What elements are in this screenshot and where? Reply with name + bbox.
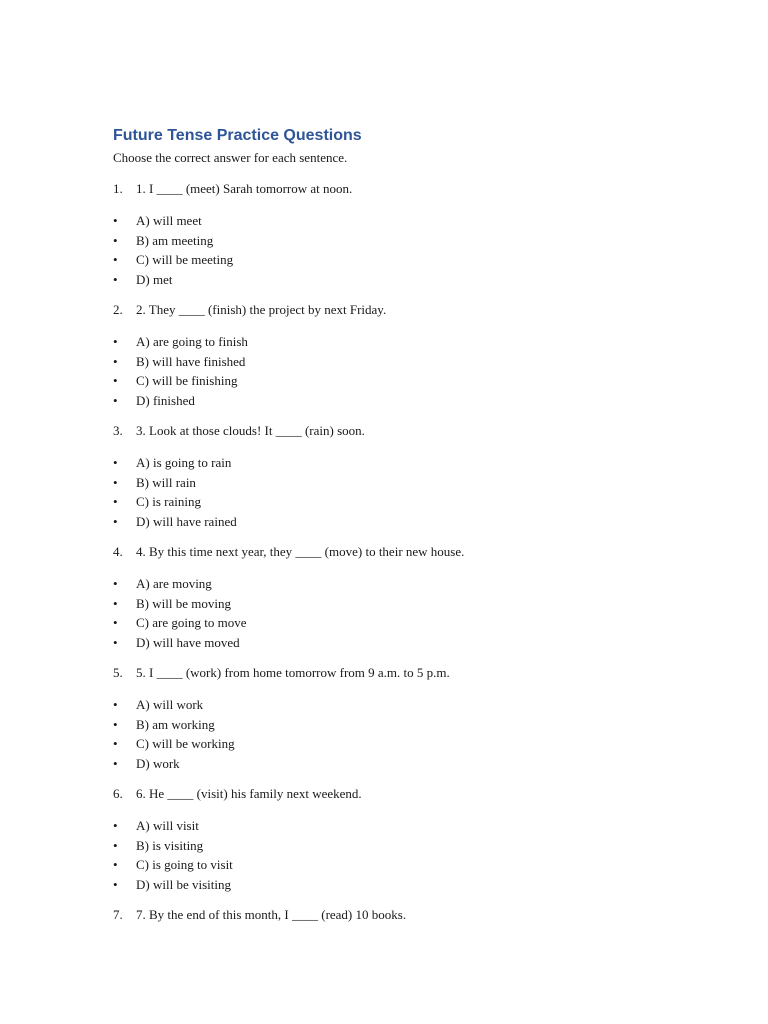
answer-option <box>113 270 713 290</box>
answer-option-text: C) will be finishing <box>136 373 238 388</box>
answer-option-text: B) will have finished <box>136 353 246 369</box>
answer-option-text: D) work <box>136 755 180 771</box>
question-text: 7. By the end of this month, I ____ (read) 10 books. <box>136 907 407 922</box>
question-number: 1. <box>113 181 123 196</box>
question-number: 7. <box>113 907 123 922</box>
answer-option-text: C) will be working <box>136 736 235 751</box>
bullet-icon: • <box>113 513 118 529</box>
bullet-icon: • <box>113 595 118 611</box>
answer-option-text: A) will visit <box>136 818 199 833</box>
bullet-icon: • <box>113 837 118 853</box>
answer-option <box>113 512 713 532</box>
bullet-icon: • <box>113 353 118 369</box>
answer-option <box>113 816 713 836</box>
question-item <box>113 542 713 652</box>
question-text-line <box>113 663 713 683</box>
bullet-icon: • <box>113 334 118 349</box>
question-text-line <box>113 421 713 441</box>
answer-option-text: C) is going to visit <box>136 857 233 872</box>
bullet-icon: • <box>113 271 118 287</box>
answer-option-text: A) are going to finish <box>136 334 248 349</box>
question-text: 4. By this time next year, they ____ (move) to their new house. <box>136 544 465 559</box>
question-number: 5. <box>113 665 123 680</box>
answer-option-text: D) will have rained <box>136 513 237 529</box>
bullet-icon: • <box>113 576 118 591</box>
question-number: 6. <box>113 786 123 801</box>
question-text-line <box>113 179 713 199</box>
question-text: 2. They ____ (finish) the project by next Friday. <box>136 302 387 317</box>
question-text-line <box>113 300 713 320</box>
bullet-icon: • <box>113 232 118 248</box>
answer-option <box>113 855 713 875</box>
answer-options <box>113 695 713 773</box>
answer-option-text: B) is visiting <box>136 837 204 853</box>
question-item <box>113 300 713 410</box>
answer-option <box>113 250 713 270</box>
answer-option <box>113 574 713 594</box>
question-text: 3. Look at those clouds! It ____ (rain) soon. <box>136 423 365 438</box>
question-number: 3. <box>113 423 123 438</box>
document-title: Future Tense Practice Questions <box>113 127 362 144</box>
bullet-icon: • <box>113 857 118 872</box>
answer-option <box>113 836 713 856</box>
answer-option-text: D) finished <box>136 392 195 408</box>
answer-option <box>113 332 713 352</box>
question-item <box>113 663 713 773</box>
document-instructions: Choose the correct answer for each sentence. <box>113 150 348 165</box>
answer-option-text: C) will be meeting <box>136 252 234 267</box>
question-text-line <box>113 542 713 562</box>
answer-option-text: D) will have moved <box>136 634 240 650</box>
answer-option-text: A) are moving <box>136 576 212 591</box>
bullet-icon: • <box>113 697 118 712</box>
bullet-icon: • <box>113 755 118 771</box>
bullet-icon: • <box>113 494 118 509</box>
question-text: 1. I ____ (meet) Sarah tomorrow at noon. <box>136 181 353 196</box>
answer-option-text: A) is going to rain <box>136 455 232 470</box>
answer-option-text: C) is raining <box>136 494 201 509</box>
answer-option-text: D) will be visiting <box>136 876 231 892</box>
answer-option <box>113 613 713 633</box>
answer-option <box>113 453 713 473</box>
question-item <box>113 905 713 925</box>
answer-option-text: B) am meeting <box>136 232 214 248</box>
answer-option <box>113 473 713 493</box>
answer-option-text: D) met <box>136 271 173 287</box>
answer-options <box>113 453 713 531</box>
bullet-icon: • <box>113 818 118 833</box>
answer-option <box>113 875 713 895</box>
answer-option <box>113 695 713 715</box>
question-number: 4. <box>113 544 123 559</box>
answer-option <box>113 715 713 735</box>
bullet-icon: • <box>113 455 118 470</box>
bullet-icon: • <box>113 474 118 490</box>
question-text: 6. He ____ (visit) his family next weekend. <box>136 786 362 801</box>
answer-option-text: B) am working <box>136 716 215 732</box>
answer-option <box>113 633 713 653</box>
answer-option-text: B) will be moving <box>136 595 231 611</box>
question-text-line <box>113 784 713 804</box>
document-page <box>113 124 713 925</box>
answer-option-text: C) are going to move <box>136 615 247 630</box>
answer-option <box>113 211 713 231</box>
answer-option-text: B) will rain <box>136 474 196 490</box>
answer-option <box>113 231 713 251</box>
answer-option <box>113 754 713 774</box>
answer-option <box>113 594 713 614</box>
question-item <box>113 784 713 894</box>
bullet-icon: • <box>113 736 118 751</box>
answer-option-text: A) will work <box>136 697 204 712</box>
answer-option <box>113 492 713 512</box>
question-list <box>113 179 713 925</box>
bullet-icon: • <box>113 716 118 732</box>
answer-option <box>113 371 713 391</box>
answer-options <box>113 211 713 289</box>
question-number: 2. <box>113 302 123 317</box>
question-text: 5. I ____ (work) from home tomorrow from 9 a.m. to 5 p.m. <box>136 665 450 680</box>
bullet-icon: • <box>113 213 118 228</box>
answer-option-text: A) will meet <box>136 213 202 228</box>
answer-option <box>113 734 713 754</box>
bullet-icon: • <box>113 373 118 388</box>
bullet-icon: • <box>113 252 118 267</box>
answer-options <box>113 332 713 410</box>
answer-option <box>113 391 713 411</box>
answer-option <box>113 352 713 372</box>
bullet-icon: • <box>113 392 118 408</box>
question-item <box>113 421 713 531</box>
question-item <box>113 179 713 289</box>
bullet-icon: • <box>113 876 118 892</box>
bullet-icon: • <box>113 634 118 650</box>
question-text-line <box>113 905 713 925</box>
bullet-icon: • <box>113 615 118 630</box>
answer-options <box>113 816 713 894</box>
answer-options <box>113 574 713 652</box>
